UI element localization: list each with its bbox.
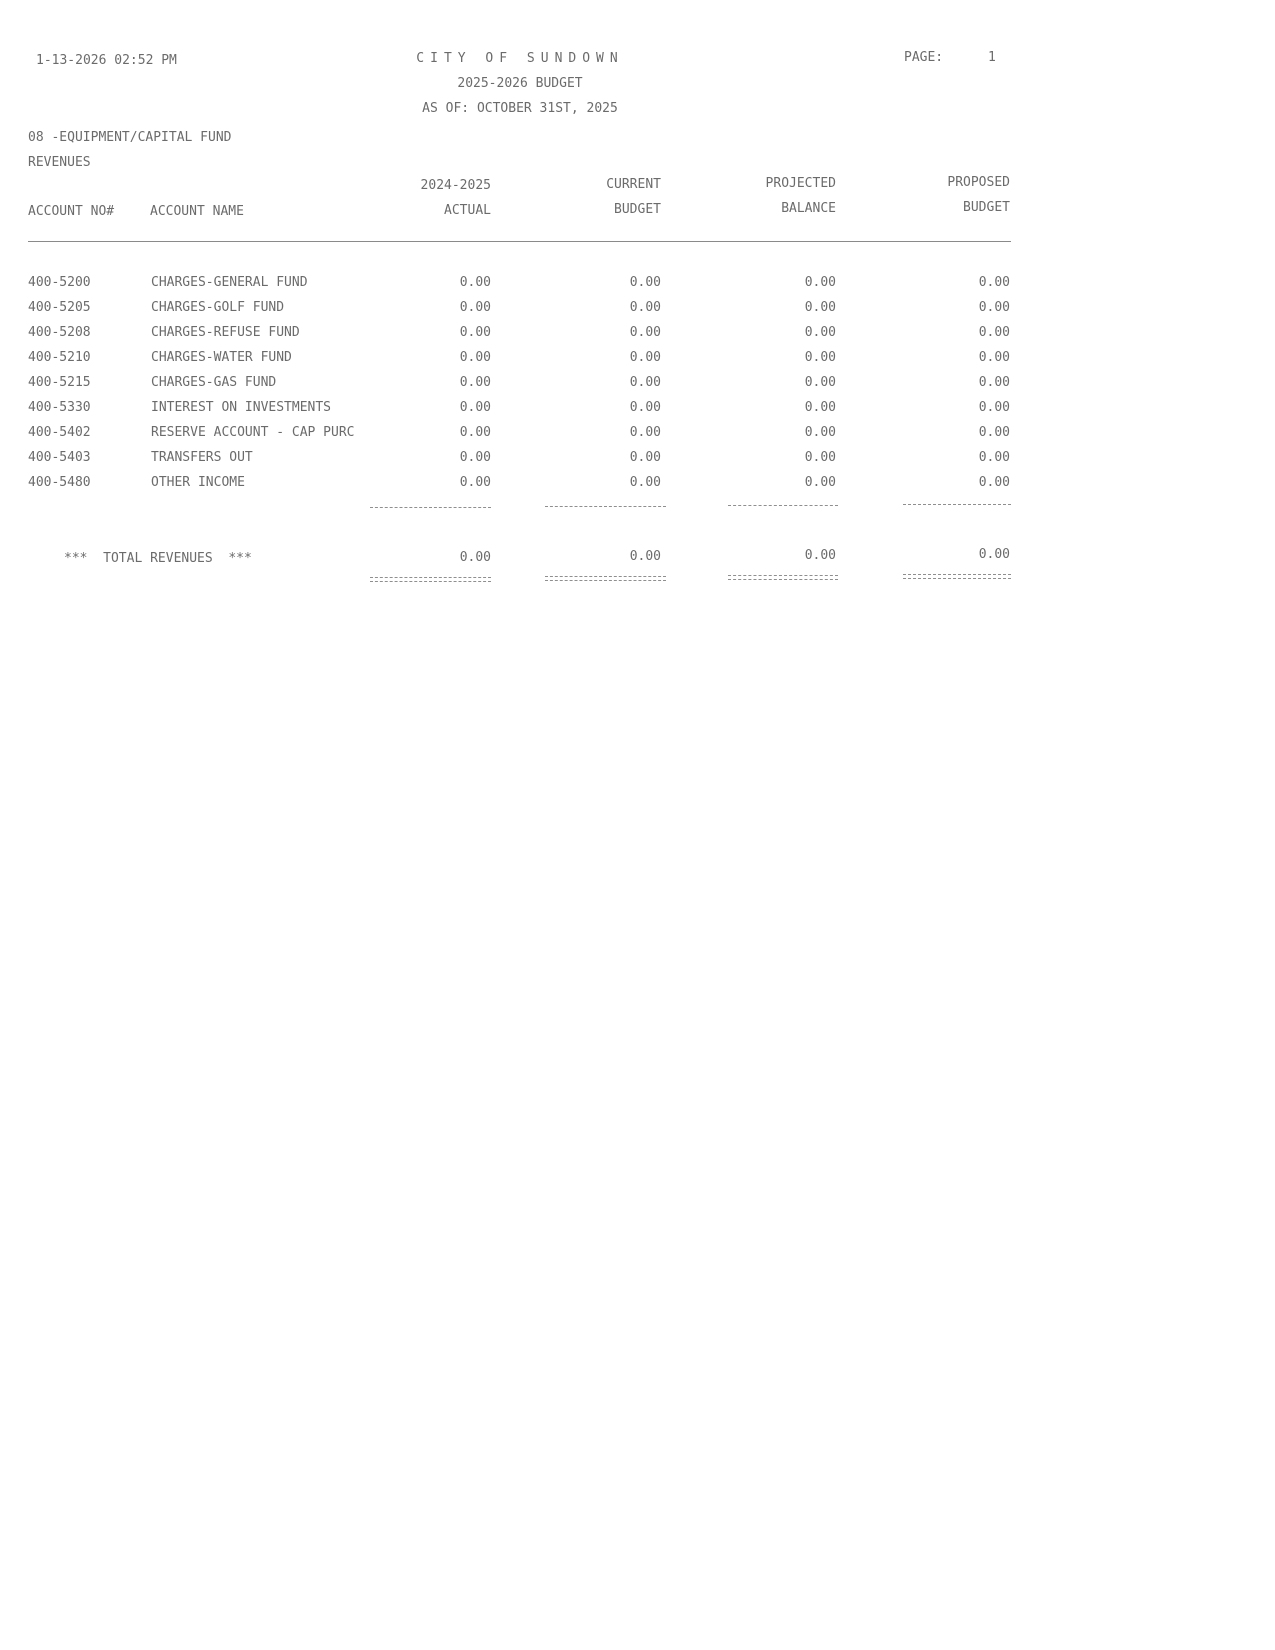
account-name: CHARGES-GOLF FUND [151, 300, 285, 315]
account-name: INTEREST ON INVESTMENTS [151, 400, 332, 415]
as-of-date: AS OF: OCTOBER 31ST, 2025 [422, 101, 618, 116]
proposed-budget-value: 0.00 [978, 450, 1010, 465]
projected-balance-value: 0.00 [804, 275, 836, 290]
table-row [0, 400, 1275, 422]
projected-balance-value: 0.00 [804, 325, 836, 340]
col-actual-header-line2: ACTUAL [444, 203, 491, 218]
report-title: 2025-2026 BUDGET [457, 76, 583, 91]
org-title: CITY OF SUNDOWN [416, 51, 624, 66]
col-account-name-header: ACCOUNT NAME [150, 204, 244, 219]
actual-value: 0.00 [459, 300, 491, 315]
total-current-budget-value: 0.00 [629, 549, 661, 564]
account-name: OTHER INCOME [151, 475, 245, 490]
page-label: PAGE: [904, 50, 944, 65]
col-projected-header-line2: BALANCE [781, 201, 836, 216]
account-number: 400-5210 [28, 350, 91, 365]
current-budget-value: 0.00 [629, 275, 661, 290]
table-row [0, 425, 1275, 447]
proposed-budget-value: 0.00 [978, 400, 1010, 415]
actual-value: 0.00 [459, 400, 491, 415]
grand-total-rule [903, 574, 1011, 579]
actual-value: 0.00 [459, 450, 491, 465]
account-name: CHARGES-REFUSE FUND [151, 325, 300, 340]
table-row [0, 375, 1275, 397]
subtotal-rule [545, 506, 666, 507]
col-proposed-header-line1: PROPOSED [947, 175, 1010, 190]
col-current-header-line1: CURRENT [606, 177, 661, 192]
total-proposed-budget-value: 0.00 [978, 547, 1010, 562]
table-row [0, 350, 1275, 372]
current-budget-value: 0.00 [629, 450, 661, 465]
col-actual-header-line1: 2024-2025 [420, 178, 491, 193]
subtotal-rule [903, 504, 1011, 505]
grand-total-rule [545, 576, 666, 581]
fund-name: 08 -EQUIPMENT/CAPITAL FUND [28, 130, 232, 145]
current-budget-value: 0.00 [629, 325, 661, 340]
proposed-budget-value: 0.00 [978, 275, 1010, 290]
proposed-budget-value: 0.00 [978, 375, 1010, 390]
total-revenues-label: *** TOTAL REVENUES *** [64, 551, 252, 566]
actual-value: 0.00 [459, 475, 491, 490]
account-number: 400-5205 [28, 300, 91, 315]
proposed-budget-value: 0.00 [978, 425, 1010, 440]
current-budget-value: 0.00 [629, 425, 661, 440]
projected-balance-value: 0.00 [804, 375, 836, 390]
actual-value: 0.00 [459, 350, 491, 365]
total-actual-value: 0.00 [459, 550, 491, 565]
account-name: TRANSFERS OUT [151, 450, 253, 465]
col-current-header-line2: BUDGET [614, 202, 661, 217]
projected-balance-value: 0.00 [804, 300, 836, 315]
col-account-no-header: ACCOUNT NO# [28, 204, 115, 219]
subtotal-rule [370, 507, 491, 508]
account-name: RESERVE ACCOUNT - CAP PURC [151, 425, 355, 440]
col-proposed-header-line2: BUDGET [963, 200, 1010, 215]
account-number: 400-5480 [28, 475, 91, 490]
account-number: 400-5208 [28, 325, 91, 340]
current-budget-value: 0.00 [629, 300, 661, 315]
account-name: CHARGES-GENERAL FUND [151, 275, 308, 290]
current-budget-value: 0.00 [629, 400, 661, 415]
projected-balance-value: 0.00 [804, 450, 836, 465]
proposed-budget-value: 0.00 [978, 475, 1010, 490]
grand-total-rule [370, 577, 491, 582]
current-budget-value: 0.00 [629, 375, 661, 390]
actual-value: 0.00 [459, 425, 491, 440]
account-number: 400-5403 [28, 450, 91, 465]
account-name: CHARGES-GAS FUND [151, 375, 277, 390]
actual-value: 0.00 [459, 325, 491, 340]
proposed-budget-value: 0.00 [978, 300, 1010, 315]
page-number: 1 [988, 50, 996, 65]
proposed-budget-value: 0.00 [978, 350, 1010, 365]
current-budget-value: 0.00 [629, 475, 661, 490]
table-row [0, 450, 1275, 472]
table-row [0, 275, 1275, 297]
table-row [0, 475, 1275, 497]
account-number: 400-5200 [28, 275, 91, 290]
account-number: 400-5402 [28, 425, 91, 440]
projected-balance-value: 0.00 [804, 350, 836, 365]
projected-balance-value: 0.00 [804, 400, 836, 415]
actual-value: 0.00 [459, 275, 491, 290]
projected-balance-value: 0.00 [804, 425, 836, 440]
proposed-budget-value: 0.00 [978, 325, 1010, 340]
col-projected-header-line1: PROJECTED [765, 176, 836, 191]
account-name: CHARGES-WATER FUND [151, 350, 292, 365]
table-row [0, 325, 1275, 347]
total-projected-balance-value: 0.00 [804, 548, 836, 563]
section-title: REVENUES [28, 155, 91, 170]
projected-balance-value: 0.00 [804, 475, 836, 490]
grand-total-rule [728, 575, 838, 580]
account-number: 400-5330 [28, 400, 91, 415]
actual-value: 0.00 [459, 375, 491, 390]
table-row [0, 300, 1275, 322]
header-rule [28, 241, 1011, 242]
account-number: 400-5215 [28, 375, 91, 390]
current-budget-value: 0.00 [629, 350, 661, 365]
subtotal-rule [728, 505, 838, 506]
run-datetime: 1-13-2026 02:52 PM [36, 53, 177, 68]
